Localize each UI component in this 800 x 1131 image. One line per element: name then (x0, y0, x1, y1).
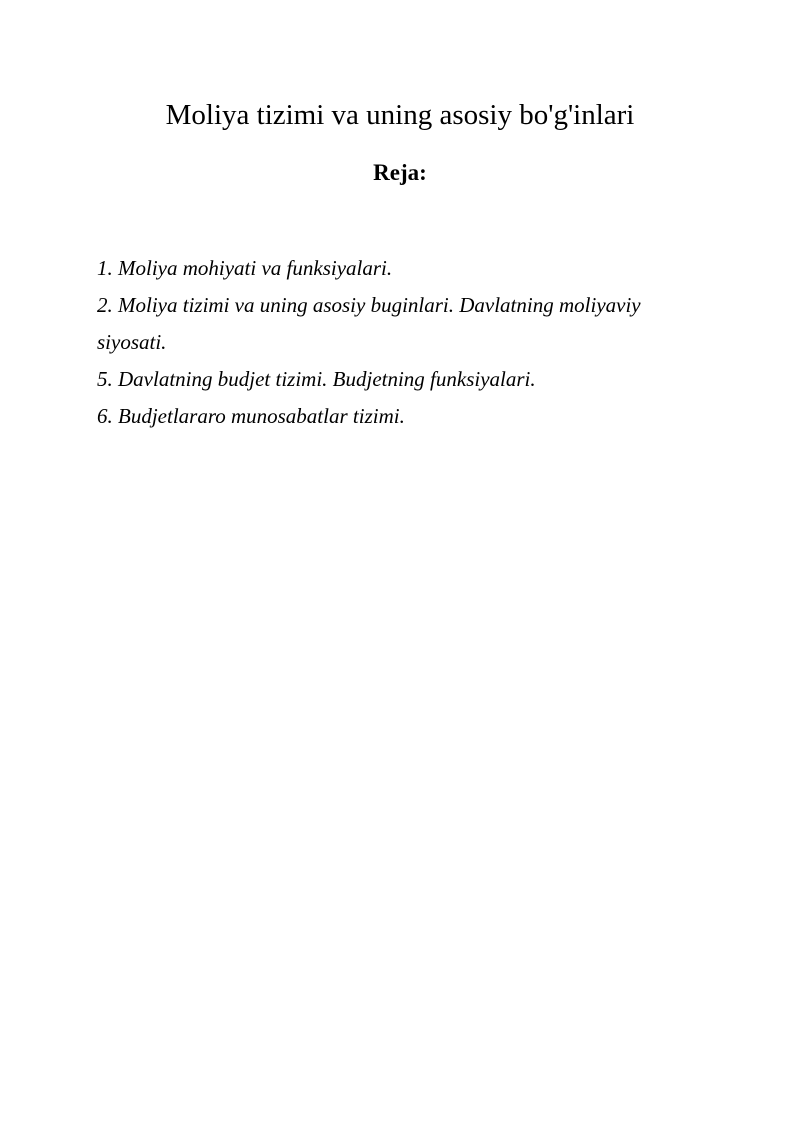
plan-item-3: 5. Davlatning budjet tizimi. Budjetning funksiyalari. (97, 367, 536, 391)
plan-heading: Reja: (373, 160, 427, 185)
plan-list (97, 250, 697, 435)
document-title: Moliya tizimi va uning asosiy bo'g'inlari (165, 99, 635, 131)
plan-item-4: 6. Budjetlararo munosabatlar tizimi. (97, 404, 405, 428)
plan-item-2: 2. Moliya tizimi va uning asosiy buginlari. Davlatning moliyaviy siyosati. (97, 293, 641, 354)
plan-item-1: 1. Moliya mohiyati va funksiyalari. (97, 256, 393, 280)
